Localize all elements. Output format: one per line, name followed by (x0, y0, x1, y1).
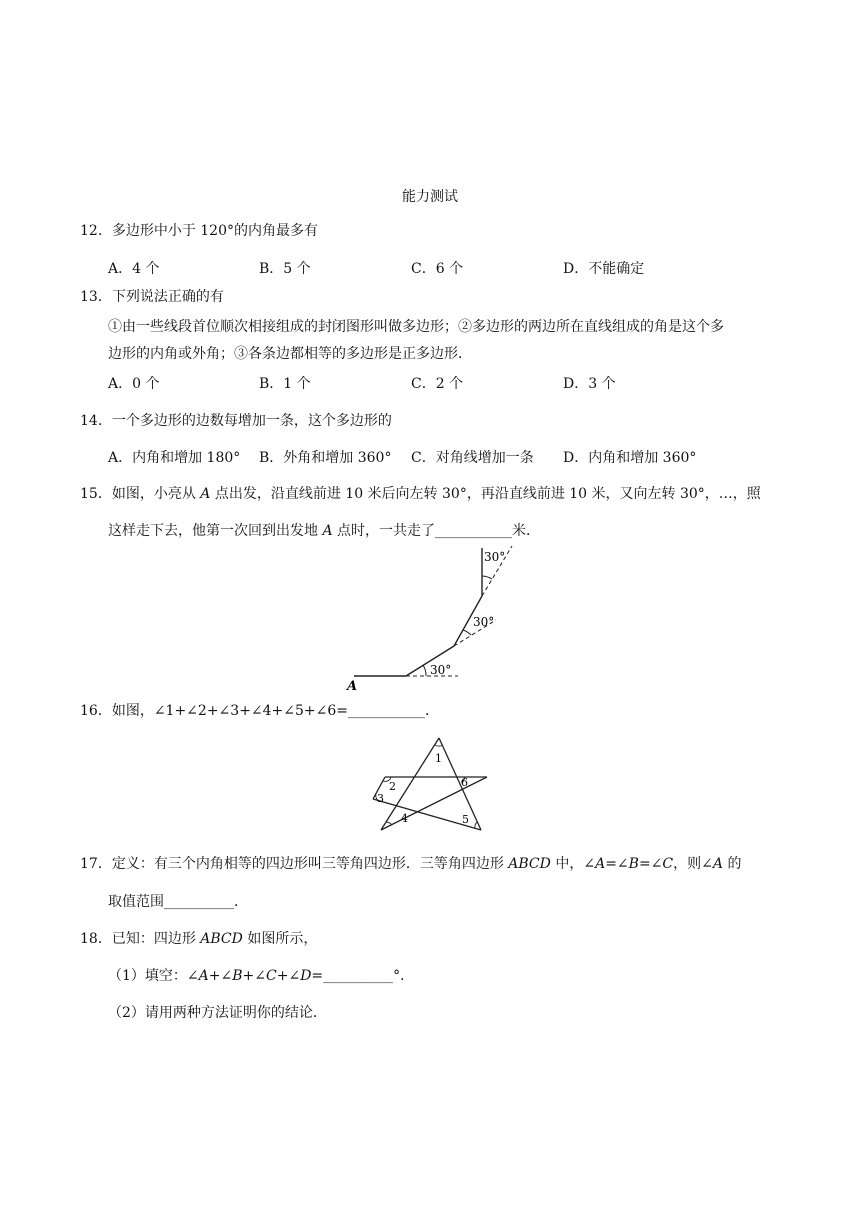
question-12-stem: 12．多边形中小于 120°的内角最多有 (80, 223, 318, 239)
angle-label-2: 2 (389, 780, 396, 793)
question-17-line-2: 取值范围__________． (108, 894, 248, 910)
question-18-part-1: （1）填空：∠A+∠B+∠C+∠D=__________°． (108, 968, 415, 984)
star-line-3 (381, 777, 487, 830)
question-15-line-1: 15．如图，小亮从 A 点出发，沿直线前进 10 米后向左转 30°，再沿直线前进 10 米，又向左转 30°，…，照 (80, 486, 761, 502)
point-label-a: A (347, 679, 358, 694)
angle-arc-5 (475, 822, 477, 828)
question-17-line-1: 17．定义：有三个内角相等的四边形叫三等角四边形．三等角四边形 ABCD 中，∠A=∠B=∠C，则∠A 的 (80, 856, 742, 872)
question-18-part-2: （2）请用两种方法证明你的结论． (108, 1005, 327, 1021)
question-13-option-b: B．1 个 (259, 376, 311, 392)
question-15-line-2: 这样走下去，他第一次回到出发地 A 点时，一共走了___________米． (108, 523, 541, 539)
question-12-option-a: A．4 个 (108, 261, 160, 277)
angle-arc-1 (435, 745, 443, 746)
question-18-stem: 18．已知：四边形 ABCD 如图所示， (80, 931, 318, 947)
question-13-option-c: C．2 个 (411, 376, 464, 392)
question-13-stem: 13．下列说法正确的有 (80, 289, 224, 305)
section-title: 能力测试 (402, 189, 458, 205)
angle-label-3: 3 (377, 792, 384, 805)
angle-arc-3 (482, 576, 492, 579)
question-13-line-1: ①由一些线段首位顺次相接组成的封闭图形叫做多边形；②多边形的两边所在直线组成的角是这个多 (108, 319, 724, 335)
question-12-option-b: B．5 个 (259, 261, 311, 277)
angle-label-1: 30° (430, 663, 452, 677)
question-14-option-a: A．内角和增加 180° (108, 450, 241, 466)
star-line-2 (439, 738, 481, 830)
angle-label-5: 5 (462, 813, 469, 826)
star-figure (365, 734, 495, 834)
walking-path-figure (342, 544, 518, 694)
angle-label-6: 6 (461, 776, 468, 789)
question-12-option-c: C．6 个 (411, 261, 464, 277)
question-14-stem: 14．一个多边形的边数每增加一条，这个多边形的 (80, 413, 392, 429)
question-14-option-d: D．内角和增加 360° (563, 450, 697, 466)
question-14-option-b: B．外角和增加 360° (259, 450, 392, 466)
angle-label-1: 1 (435, 752, 442, 765)
question-16-stem: 16．如图，∠1+∠2+∠3+∠4+∠5+∠6=___________． (80, 703, 440, 719)
question-13-line-2: 边形的内角或外角；③各条边都相等的多边形是正多边形． (108, 346, 472, 362)
angle-label-3: 30° (484, 550, 506, 564)
angle-label-4: 4 (401, 812, 408, 825)
angle-arc-1 (423, 665, 426, 676)
angle-label-2: 30° (473, 615, 495, 629)
question-12-option-d: D．不能确定 (563, 261, 645, 277)
angle-arc-4 (386, 822, 392, 825)
question-13-option-a: A．0 个 (108, 376, 160, 392)
angle-arc-2 (463, 630, 471, 635)
question-13-option-d: D．3 个 (563, 376, 616, 392)
question-14-option-c: C．对角线增加一条 (411, 450, 534, 466)
